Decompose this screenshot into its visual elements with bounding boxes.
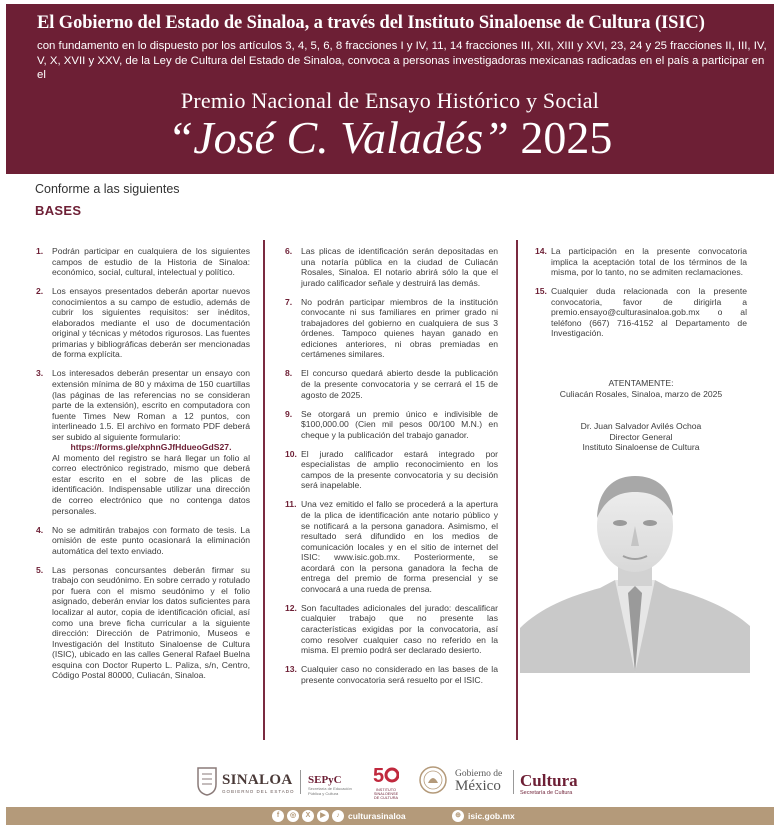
- signature-atentamente: ATENTAMENTE:: [608, 378, 674, 388]
- award-name: [6, 108, 774, 168]
- base-number: 6.: [285, 246, 293, 256]
- base-item-10: [285, 449, 498, 491]
- isic-50-anniversary-icon: [373, 762, 399, 786]
- column-divider: [516, 240, 518, 740]
- base-text-continued: Al momento del registro se hará llegar un folio al correo electrónico registrado, mismo que deberá estar escrito en el sobre de las plicas de identificación. Indispensable utilizar una dirección de correo electrónico que no contenga datos personales.: [52, 452, 250, 516]
- base-number: 13.: [285, 664, 297, 675]
- social-handle[interactable]: culturasinaloa: [348, 811, 406, 821]
- header-title: El Gobierno del Estado de Sinaloa, a través del Instituto Sinaloense de Cultura (ISIC): [37, 13, 705, 33]
- signature-name: Dr. Juan Salvador Avilés Ochoa: [580, 421, 702, 431]
- sinaloa-shield-icon: [196, 766, 218, 796]
- base-text: El jurado calificador estará integrado por especialistas de amplio reconocimiento en los campos de la presente convocatoria y su decisión será inapelable.: [301, 448, 498, 491]
- conforme-text: Conforme a las siguientes: [35, 182, 180, 196]
- base-number: 2.: [36, 286, 44, 297]
- base-item-5: [36, 565, 250, 681]
- base-number: 8.: [285, 368, 293, 379]
- award-honoree: “José C. Valadés”: [167, 112, 509, 163]
- base-item-3: [36, 368, 250, 516]
- base-text: Podrán participar en cualquiera de los siguientes campos de estudio de la Historia de Sinaloa: económico, social, cultural, intelectual y político.: [52, 246, 250, 278]
- bases-heading: BASES: [35, 203, 82, 218]
- base-text: Los ensayos presentados deberán aportar nuevos conocimientos a su campo de estudio, además de cubrir los siguientes requisitos: ser inéditos, elaborados mediante el uso de documentación original y técnicas y métodos rigurosos. Las fuentes primarias y bibliográficas deberán ser mencionadas de forma explícita.: [52, 286, 250, 360]
- x-twitter-icon[interactable]: X: [302, 810, 314, 822]
- base-item-11: [285, 499, 498, 594]
- base-item-14: [535, 246, 747, 278]
- logo-divider: [300, 770, 301, 794]
- mexico-eagle-seal-icon: [418, 765, 448, 795]
- base-item-4: [36, 525, 250, 557]
- base-number: 7.: [285, 296, 293, 307]
- base-text: No se admitirán trabajos con formato de tesis. La omisión de este punto ocasionará la eliminación automática del texto enviado.: [52, 524, 250, 556]
- tiktok-icon[interactable]: ♪: [332, 810, 344, 822]
- cultura-logo-text: Cultura: [520, 771, 578, 790]
- facebook-icon[interactable]: f: [272, 810, 284, 822]
- form-link[interactable]: https://forms.gle/xphnGJfHdueoGdS27.: [70, 442, 232, 453]
- award-title: Premio Nacional de Ensayo Histórico y Social: [180, 88, 600, 113]
- sinaloa-logo-text: SINALOA: [222, 772, 293, 788]
- base-number: 11.: [285, 499, 297, 510]
- signature-role: Director General: [609, 432, 673, 442]
- base-number: 3.: [36, 368, 44, 379]
- signature-place-date: Culiacán Rosales, Sinaloa, marzo de 2025: [559, 389, 723, 399]
- base-text: El concurso quedará abierto desde la publicación de la presente convocatoria y se cerrará el 15 de agosto de 2025.: [301, 368, 498, 400]
- youtube-icon[interactable]: ▶: [317, 810, 329, 822]
- bases-column-2: [285, 246, 498, 694]
- base-text: La participación en la presente convocatoria implica la aceptación total de los términos de la misma, por lo tanto, no se admiten reclamaciones.: [551, 246, 747, 278]
- base-text: Las personas concursantes deberán firmar su trabajo con seudónimo. En sobre cerrado y rotulado por fuera con el mismo seudónimo y el folio asignado, deberán enviar los datos suficientes para localizar al autor, copia de identificación oficial, así como una breve ficha curricular a la siguiente dirección: Dirección de Patrimonio, Museos e Investigación del Instituto Sinaloense de Cultura (ISIC), ubicado en las calles General Rafael Buelna esquina con Doctor Ruperto L. Paliza, s/n, Centro, Código Postal 80000, Culiacán, Sinaloa.: [52, 564, 250, 681]
- base-item-7: [285, 297, 498, 360]
- base-number: 4.: [36, 524, 44, 535]
- logo-divider: [513, 770, 514, 794]
- base-item-6: [285, 246, 498, 288]
- base-number: 10.: [285, 448, 297, 459]
- svg-text:5: 5: [373, 765, 385, 786]
- base-text: Cualquier caso no considerado en las bases de la presente convocatoria será resuelto por el ISIC.: [301, 664, 498, 685]
- sinaloa-logo-subtitle: GOBIERNO DEL ESTADO: [222, 789, 295, 794]
- base-text: Se otorgará un premio único e indivisible de $100,000.00 (Cien mil pesos 00/100 M.N.) en cheque y la publicación del trabajo ganador.: [301, 408, 498, 440]
- signature-institution: Instituto Sinaloense de Cultura: [582, 442, 700, 452]
- base-text: Cualquier duda relacionada con la presente convocatoria, favor de dirigirla a premio.ensayo@culturasinaloa.gob.mx o al teléfono (667) 716-4152 al Departamento de Investigación.: [551, 286, 747, 339]
- cultura-logo-subtitle: Secretaría de Cultura: [520, 790, 573, 796]
- base-item-13: [285, 664, 498, 685]
- mexico-logo-text: México: [455, 778, 501, 794]
- isic-logo-subtitle: INSTITUTO SINALOENSE DE CULTURA: [373, 788, 399, 800]
- base-item-1: [36, 246, 250, 278]
- base-text: Una vez emitido el fallo se procederá a la apertura de la plica de identificación ante notario público y se notificará a la persona ganadora. Asimismo, el resultado será difundido en los medios de comunicación locales y en el sitio de internet del ISIC: www.isic.gob.mx. Posteriormente, se acordará con la persona ganadora la fecha de entrega del premio de forma presencial y se convocará a una rueda de prensa.: [301, 499, 498, 594]
- base-number: 14.: [535, 246, 547, 256]
- base-item-8: [285, 368, 498, 400]
- sepyc-logo-text: SEPyC: [308, 774, 342, 786]
- logos-strip: [0, 756, 780, 802]
- base-number: 15.: [535, 286, 547, 297]
- base-item-12: [285, 603, 498, 656]
- base-number: 12.: [285, 602, 297, 613]
- instagram-icon[interactable]: ◎: [287, 810, 299, 822]
- column-divider: [263, 240, 265, 740]
- sepyc-logo-subtitle: Secretaría de Educación Pública y Cultura: [308, 786, 352, 796]
- website-link[interactable]: isic.gob.mx: [468, 811, 515, 821]
- base-text: No podrán participar miembros de la institución convocante ni sus familiares en primer grado ni trabajadores del gobierno en cualquiera de sus 3 órdenes. Tampoco quienes hayan ganado en ediciones anteriores, ni obras premiadas en certámenes similares.: [301, 296, 498, 360]
- web-globe-icon: ⊕: [452, 810, 464, 822]
- footer-bar: [6, 807, 774, 825]
- gobierno-mexico-label: Gobierno de: [455, 769, 503, 779]
- bases-column-1: [36, 246, 250, 689]
- base-text: Los interesados deberán presentar un ensayo con extensión mínima de 80 y máxima de 150 cuartillas (las páginas de las referencias no se consideran parte de la extensión), escrito en computadora con fuente Times New Roman a 12 puntos, con interlineado 1.5. El archivo en formato PDF deberá ser subido al siguiente formulario:: [52, 368, 250, 442]
- header-intro: con fundamento en lo dispuesto por los artículos 3, 4, 5, 6, 8 fracciones I y IV, 11, 14 fracciones III, XII, XIII y XVI, 23, 24 y 25 fracciones II, III, IV, V, X, XVII y XXV, de la Ley de Cultura del Estado de Sinaloa, convoca a personas investigadoras mexicanas radicadas en el país a participar en el: [37, 40, 767, 82]
- base-number: 5.: [36, 564, 44, 575]
- base-text: Las plicas de identificación serán depositadas en una notaría pública en la ciudad de Culiacán Rosales, Sinaloa. El notario abrirá sólo la que el jurado calificador señale y destruirá las demás.: [301, 246, 498, 288]
- base-number: 9.: [285, 408, 293, 419]
- portrait-image: [520, 468, 750, 673]
- base-item-15: [535, 286, 747, 339]
- base-item-2: [36, 286, 250, 360]
- bases-column-3: [535, 246, 747, 347]
- base-number: 1.: [36, 246, 44, 256]
- header-banner: [6, 4, 774, 174]
- base-text: Son facultades adicionales del jurado: descalificar cualquier trabajo que no presente las características exigidas por la convocatoria, así como resolver cualquier caso no referido en la misma. El premio podrá ser declarado desierto.: [301, 602, 498, 656]
- award-year: 2025: [520, 112, 613, 163]
- base-item-9: [285, 409, 498, 441]
